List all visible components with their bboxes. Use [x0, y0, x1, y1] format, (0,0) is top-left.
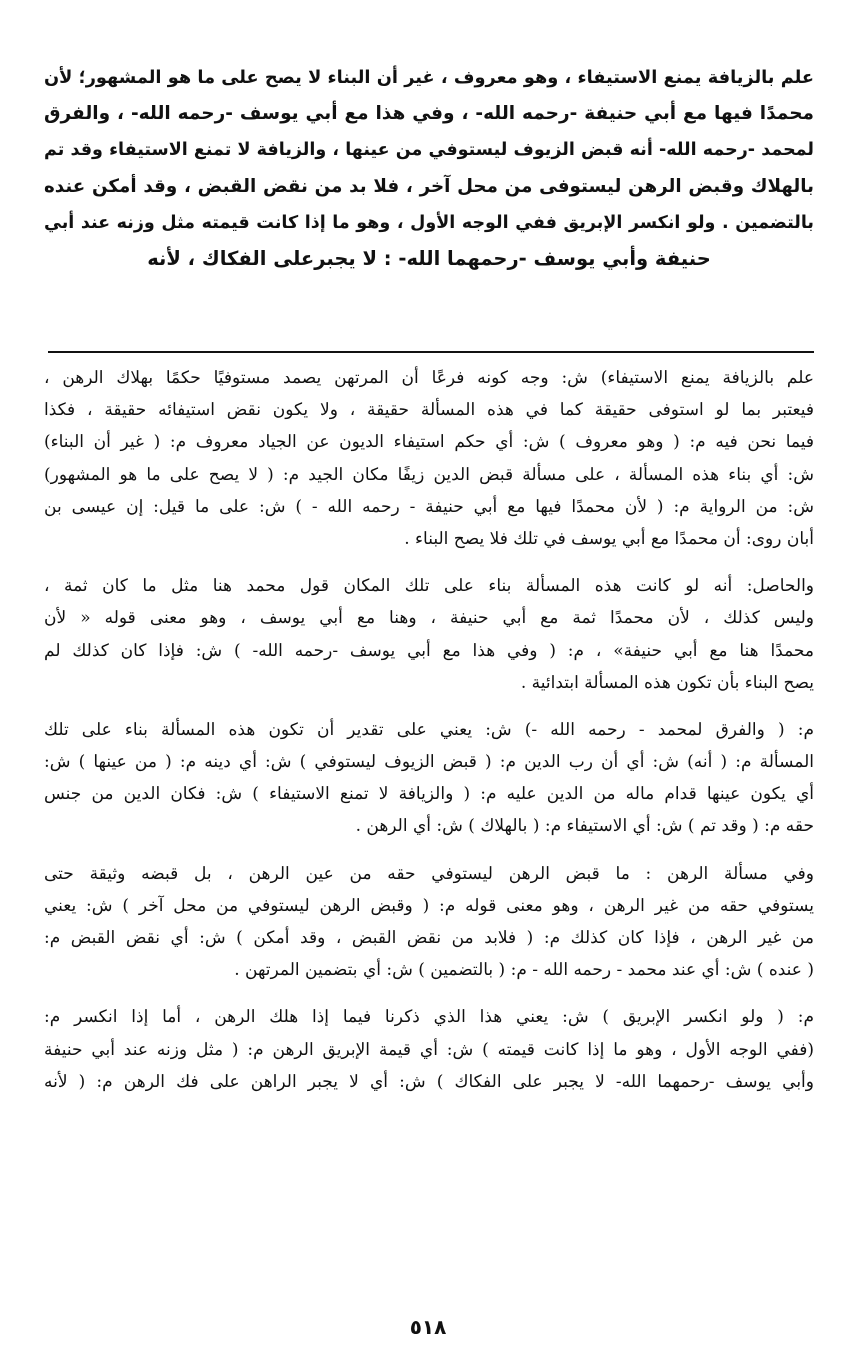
main-text-line: علم بالزيافة يمنع الاستيفاء ، وهو معروف ، غير أن البناء لا يصح على ما هو المشهور؛ لأن	[44, 68, 814, 88]
commentary-line: فيما نحن فيه م: ( وهو معروف ) ش: أي حكم استيفاء الديون عن الجياد معروف م: ( غير أن البناء)	[44, 432, 814, 453]
commentary-line: ( عنده ) ش: أي عند محمد - رحمه الله - م: ( بالتضمين ) ش: أي بتضمين المرتهن .	[234, 960, 814, 981]
commentary-line: المسألة م: ( أنه) ش: أي أن رب الدين م: ( قبض الزيوف ليستوفي ) ش: أي دينه م: ( من عينها ) ش:	[44, 752, 814, 773]
main-text-line: محمدًا فيها مع أبي حنيفة -رحمه الله- ، وفي هذا مع أبي يوسف -رحمه الله- ، والفرق	[44, 103, 814, 125]
section-divider	[48, 351, 814, 353]
commentary-line: ش: أي بناء هذه المسألة ، على مسألة قبض الدين زيفًا مكان الجيد م: ( لا يصح على ما هو المشهور)	[44, 464, 814, 485]
commentary-line: فيعتبر بما لو استوفى حقيقة كما في هذه المسألة حقيقة ، ولا يكون نقض استيفائه حقيقة ، فكذا	[44, 400, 814, 421]
commentary-paragraph	[44, 714, 814, 843]
commentary-paragraph	[44, 570, 814, 699]
commentary-line: والحاصل: أنه لو كانت هذه المسألة بناء على تلك المكان قول محمد هنا مثل ما كان ثمة ،	[44, 576, 814, 597]
commentary-line: وأبي يوسف -رحمهما الله- لا يجبر على الفكاك ) ش: أي لا يجبر الراهن على فك الرهن م: ( لأنه	[44, 1071, 814, 1092]
commentary-line: وفي مسألة الرهن : ما قبض الرهن ليستوفي حقه من عين الرهن ، بل قبضه وثيقة حتى	[44, 863, 814, 884]
commentary-line: م: ( ولو انكسر الإبريق ) ش: يعني هذا الذي ذكرنا فيما إذا هلك الرهن ، أما إذا انكسر م:	[44, 1007, 814, 1028]
main-text-line: بالتضمين . ولو انكسر الإبريق ففي الوجه الأول ، وهو ما إذا كانت قيمته مثل وزنه عند أبي	[44, 212, 814, 233]
commentary-text	[44, 362, 814, 1113]
main-text-line: بالهلاك وقبض الرهن ليستوفى من محل آخر ، فلا بد من نقض القبض ، وقد أمكن عنده	[44, 175, 814, 197]
main-text-line: حنيفة وأبي يوسف -رحمهما الله- : لا يجبرعلى الفكاك ، لأنه	[147, 246, 711, 270]
main-text	[44, 60, 814, 277]
commentary-line: (ففي الوجه الأول ، وهو ما إذا كانت قيمته ) ش: أي قيمة الإبريق الرهن م: ( مثل وزنه عند أبي حنيفة	[44, 1039, 814, 1060]
commentary-line: من غير الرهن ، فإذا كان كذلك م: ( فلابد من نقض القبض ، وقد أمكن ) ش: أي نقض القبض م:	[44, 928, 814, 948]
commentary-line: علم بالزيافة يمنع الاستيفاء) ش: وجه كونه فرعًا أن المرتهن يصمد مستوفيًا حكمًا بهلاك الرهن ،	[44, 368, 814, 388]
commentary-line: يستوفي حقه من غير الرهن ، وهو معنى قوله م: ( وقبض الرهن ليستوفي من محل آخر ) ش: يعني	[44, 895, 814, 916]
page-number: ٥١٨	[409, 1315, 447, 1339]
commentary-line: يصح البناء بأن تكون هذه المسألة ابتدائية .	[520, 672, 814, 693]
commentary-line: ش: من الرواية م: ( لأن محمدًا فيها مع أبي حنيفة - رحمه الله - ) ش: على ما قيل: إن عيسى بن	[44, 496, 814, 517]
commentary-line: وليس كذلك ، لأن محمدًا ثمة مع أبي حنيفة ، وهنا مع أبي يوسف ، وهو معنى قوله « لأن	[44, 608, 814, 629]
commentary-line: حقه م: ( وقد تم ) ش: أي الاستيفاء م: ( بالهلاك ) ش: أي الرهن .	[355, 816, 814, 837]
commentary-paragraph	[44, 1001, 814, 1098]
commentary-paragraph	[44, 858, 814, 987]
commentary-line: أبان روى: أن محمدًا مع أبي يوسف في تلك فلا يصح البناء .	[404, 528, 814, 549]
commentary-line: محمدًا هنا مع أبي حنيفة» ، م: ( وفي هذا مع أبي يوسف -رحمه الله- ) ش: فإذا كان كذلك لم	[44, 640, 814, 661]
commentary-line: أي يكون عينها قدام ماله من الدين عليه م: ( والزيافة لا تمنع الاستيفاء ) ش: فكان الدين من جنس	[44, 784, 814, 805]
main-text-line: لمحمد -رحمه الله- أنه قبض الزيوف ليستوفي من عينها ، والزيافة لا تمنع الاستيفاء وقد تم	[44, 140, 814, 161]
commentary-line: م: ( والفرق لمحمد - رحمه الله -) ش: يعني على تقدير أن تكون هذه المسألة بناء على تلك	[44, 719, 814, 740]
commentary-paragraph	[44, 362, 814, 555]
